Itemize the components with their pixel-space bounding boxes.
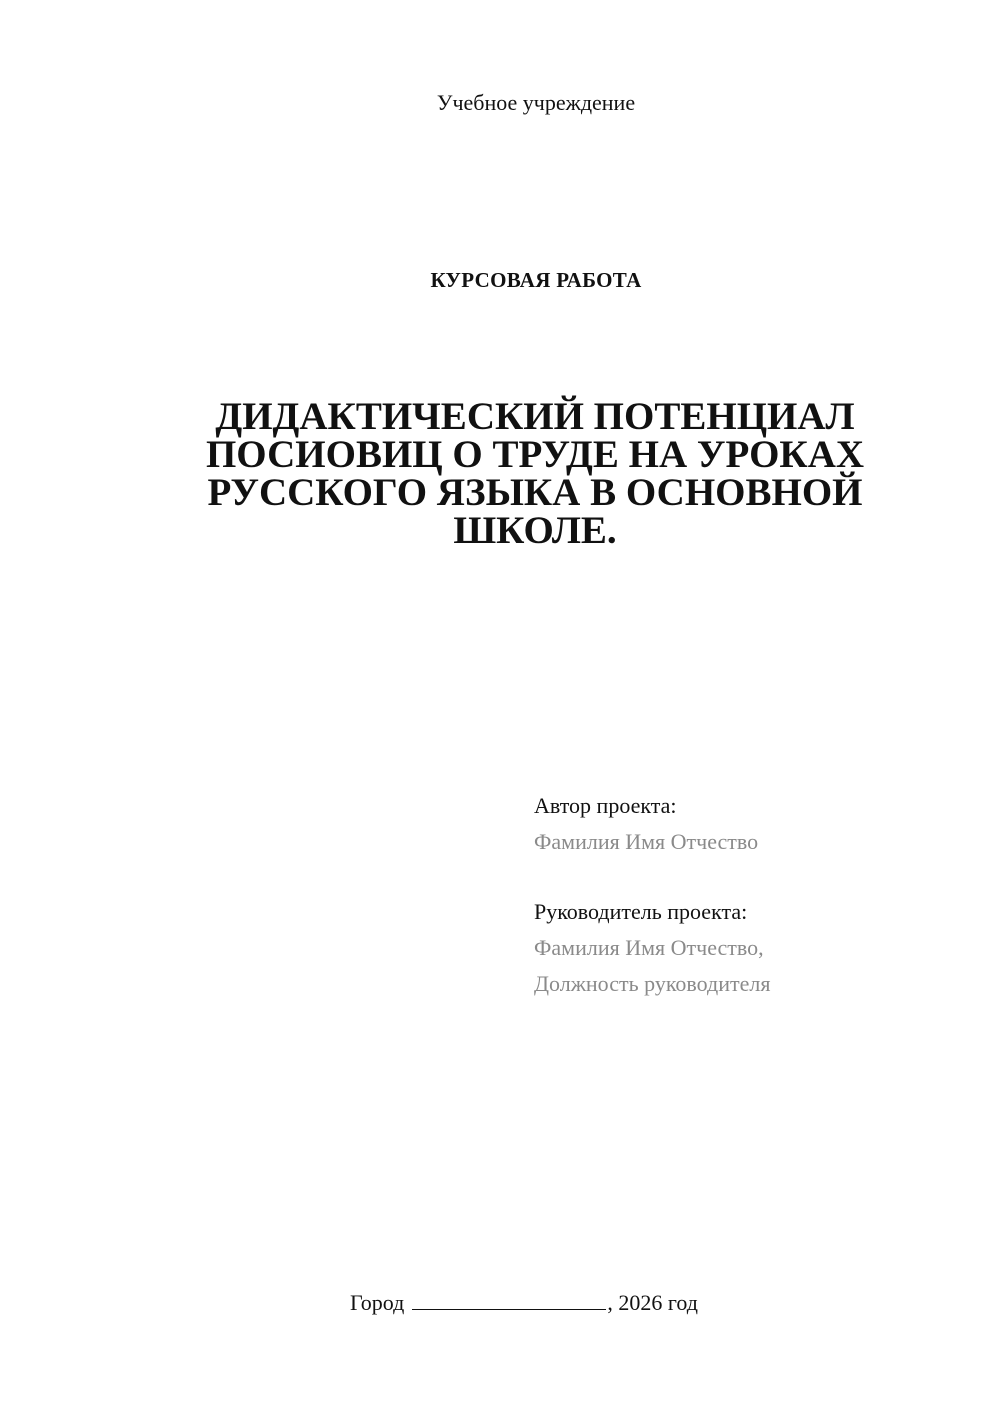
document-title — [200, 395, 870, 552]
author-label: Автор проекта: — [534, 793, 677, 818]
supervisor-name-placeholder: Фамилия Имя Отчество, — [534, 935, 764, 960]
supervisor-position-placeholder: Должность руководителя — [534, 971, 771, 996]
title-line: ПОСИОВИЦ О ТРУДЕ НА УРОКАХ — [205, 433, 865, 476]
author-block — [534, 788, 974, 860]
institution-name: Учебное учреждение — [436, 90, 636, 115]
title-line: РУССКОГО ЯЗЫКА В ОСНОВНОЙ — [207, 471, 863, 514]
supervisor-block — [534, 894, 974, 1002]
year-text: , 2026 год — [607, 1290, 698, 1315]
title-line: ШКОЛЕ. — [453, 509, 617, 552]
city-label: Город — [350, 1290, 405, 1315]
title-line: ДИДАКТИЧЕСКИЙ ПОТЕНЦИАЛ — [215, 395, 855, 438]
author-name-placeholder: Фамилия Имя Отчество — [534, 829, 759, 854]
supervisor-label: Руководитель проекта: — [534, 899, 748, 924]
city-year-line — [350, 1290, 698, 1316]
document-type: КУРСОВАЯ РАБОТА — [430, 268, 642, 292]
city-blank-field — [412, 1291, 606, 1310]
